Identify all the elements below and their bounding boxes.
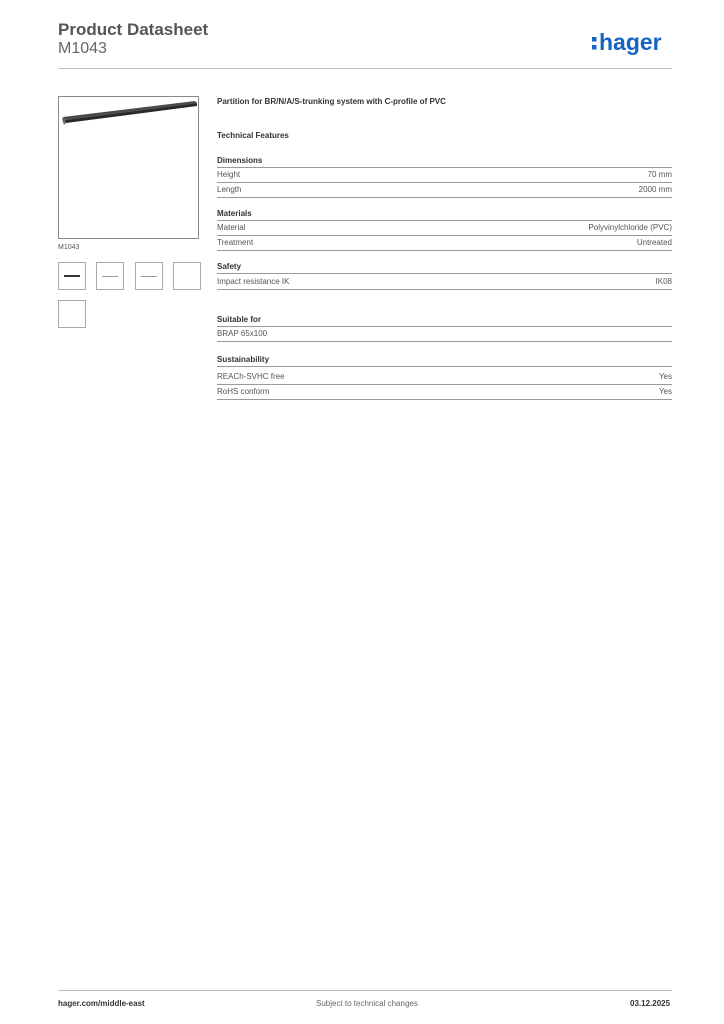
hager-logo <box>591 28 675 58</box>
spec-label: Height <box>217 170 241 179</box>
spec-value: Untreated <box>636 238 672 247</box>
logo-text: hager <box>599 29 662 55</box>
product-description: Partition for BR/N/A/S-trunking system with C-profile of PVC <box>217 97 446 106</box>
spec-label: Length <box>217 185 242 194</box>
thumbnail-2[interactable] <box>96 262 124 290</box>
spec-row <box>217 221 672 236</box>
spec-label: Material <box>217 223 246 232</box>
product-image[interactable] <box>58 96 199 239</box>
footer-website[interactable]: hager.com/middle-east <box>58 999 145 1008</box>
spec-row <box>217 327 672 342</box>
thumbnail-1[interactable] <box>58 262 86 290</box>
spec-label: Impact resistance IK <box>217 277 290 286</box>
spec-label: Treatment <box>217 238 254 247</box>
spec-value: Polyvinylchloride (PVC) <box>588 223 672 232</box>
spec-value: Yes <box>658 387 672 396</box>
trunking-partition-illustration <box>59 97 198 238</box>
thumbnail-line <box>102 276 118 277</box>
header-divider <box>58 68 672 69</box>
image-caption: M1043 <box>58 244 80 251</box>
spec-row <box>217 385 672 400</box>
page-title: Product Datasheet <box>58 20 209 39</box>
footer-disclaimer: Subject to technical changes <box>316 999 418 1008</box>
section-title-suitable-for: Suitable for <box>217 314 672 327</box>
section-title-sustainability: Sustainability <box>217 354 672 367</box>
technical-features-heading: Technical Features <box>217 131 289 140</box>
section-title-safety: Safety <box>217 261 672 274</box>
footer-date: 03.12.2025 <box>630 999 671 1008</box>
spec-value: 70 mm <box>647 170 672 179</box>
thumbnail-line <box>141 276 157 277</box>
spec-row <box>217 183 672 198</box>
product-code: M1043 <box>58 40 107 57</box>
spec-row <box>217 236 672 251</box>
thumbnail-line <box>64 275 80 277</box>
spec-label: BRAP 65x100 <box>217 329 268 338</box>
thumbnail-3[interactable] <box>135 262 163 290</box>
spec-row <box>217 370 672 385</box>
spec-row <box>217 168 672 183</box>
thumbnail-4[interactable] <box>173 262 201 290</box>
section-title-dimensions: Dimensions <box>217 155 672 168</box>
thumbnail-5[interactable] <box>58 300 86 328</box>
spec-label: REACh-SVHC free <box>217 372 285 381</box>
spec-value: Yes <box>658 372 672 381</box>
spec-value: 2000 mm <box>638 185 672 194</box>
spec-label: RoHS conform <box>217 387 270 396</box>
spec-row <box>217 275 672 290</box>
section-title-materials: Materials <box>217 208 672 221</box>
footer-divider <box>58 990 672 991</box>
spec-value: IK08 <box>655 277 672 286</box>
